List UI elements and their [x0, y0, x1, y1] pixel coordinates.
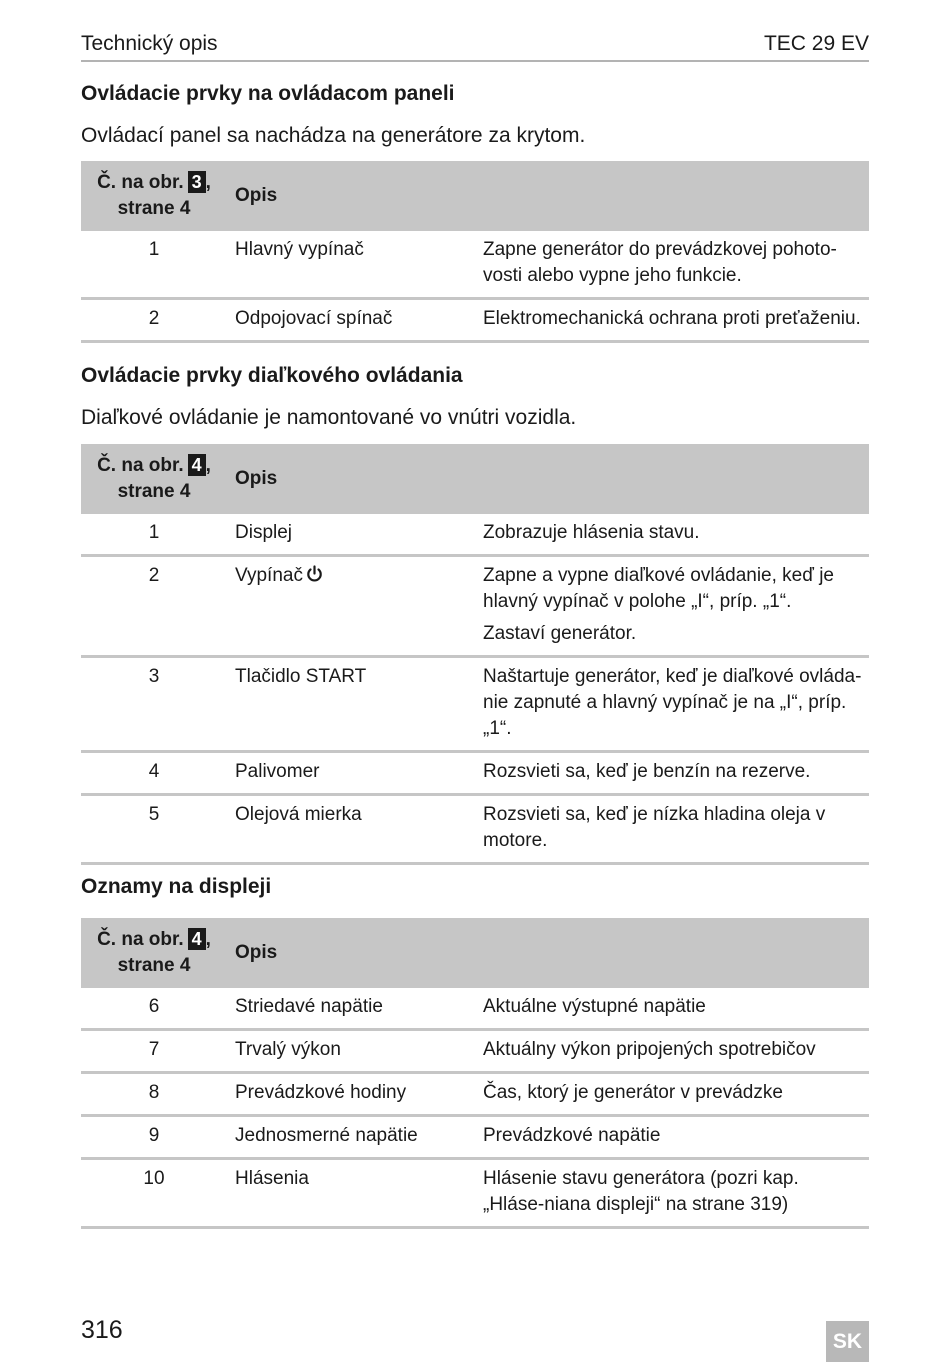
column-header-number-label: Č. na obr. — [97, 929, 184, 950]
table-header-row — [81, 444, 869, 514]
row-description: Zapne a vypne diaľkové ovládanie, keď je hlavný vypínač v polohe „I“, príp. „1“. — [483, 565, 834, 612]
page-header — [81, 30, 869, 62]
column-header-number — [81, 918, 227, 988]
row-number: 7 — [81, 1030, 227, 1073]
display-messages-table — [81, 918, 869, 1229]
column-header-number — [81, 444, 227, 514]
row-name: Tlačidlo START — [227, 657, 475, 752]
column-header-number — [81, 161, 227, 231]
column-header-comma: , — [205, 455, 211, 476]
row-description: Prevádzkové napätie — [475, 1116, 869, 1159]
row-number: 3 — [81, 657, 227, 752]
column-header-opis: Opis — [235, 468, 278, 489]
row-description: Rozsvieti sa, keď je benzín na rezerve. — [475, 752, 869, 795]
row-description: Naštartuje generátor, keď je diaľkové ovláda-nie zapnuté a hlavný vypínač je na „I“, príp. „1“. — [475, 657, 869, 752]
row-description: Hlásenie stavu generátora (pozri kap. „Hláse-niana displeji“ na strane 319) — [475, 1159, 869, 1228]
column-header-opis: Opis — [235, 942, 278, 963]
table-header-row — [81, 161, 869, 231]
remote-control-table — [81, 444, 869, 865]
row-name: Olejová mierka — [227, 795, 475, 864]
column-header-opis: Opis — [235, 185, 278, 206]
row-description: Aktuálny výkon pripojených spotrebičov — [475, 1030, 869, 1073]
row-number: 2 — [81, 556, 227, 657]
table-row — [81, 1159, 869, 1228]
section-title-control-panel: Ovládacie prvky na ovládacom paneli — [81, 82, 455, 105]
row-description-extra: Zastaví generátor. — [483, 623, 637, 644]
column-header-number-label: Č. na obr. — [97, 455, 184, 476]
row-number: 9 — [81, 1116, 227, 1159]
row-number: 6 — [81, 988, 227, 1030]
header-section-label: Technický opis — [81, 32, 218, 55]
row-number: 1 — [81, 514, 227, 556]
row-name: Trvalý výkon — [227, 1030, 475, 1073]
power-icon — [306, 565, 323, 591]
row-description: Elektromechanická ochrana proti preťaženiu. — [475, 299, 869, 342]
section-intro-control-panel: Ovládací panel sa nachádza na generátore za krytom. — [81, 124, 586, 147]
row-description: Čas, ktorý je generátor v prevádzke — [475, 1073, 869, 1116]
table-row — [81, 657, 869, 752]
row-name: Striedavé napätie — [227, 988, 475, 1030]
row-name: Prevádzkové hodiny — [227, 1073, 475, 1116]
table-header-row — [81, 918, 869, 988]
section-intro-remote-control: Diaľkové ovládanie je namontované vo vnútri vozidla. — [81, 406, 577, 429]
section-title-display-messages: Oznamy na displeji — [81, 875, 272, 898]
figure-ref-badge: 3 — [188, 171, 206, 193]
header-model-label: TEC 29 EV — [763, 32, 869, 55]
row-name: Odpojovací spínač — [227, 299, 475, 342]
row-description: Aktuálne výstupné napätie — [475, 988, 869, 1030]
column-header-number-page: strane 4 — [117, 481, 191, 502]
column-header-empty — [475, 161, 869, 231]
row-name-cell — [227, 556, 475, 657]
row-name: Hlavný vypínač — [227, 231, 475, 299]
row-description: Zapne generátor do prevádzkovej pohoto-vosti alebo vypne jeho funkcie. — [475, 231, 869, 299]
table-row — [81, 988, 869, 1030]
table-row — [81, 231, 869, 299]
row-number: 4 — [81, 752, 227, 795]
row-name: Hlásenia — [227, 1159, 475, 1228]
row-description-cell — [475, 556, 869, 657]
row-name: Vypínač — [235, 565, 303, 586]
table-row — [81, 795, 869, 864]
row-number: 8 — [81, 1073, 227, 1116]
figure-ref-badge: 4 — [188, 928, 206, 950]
figure-ref-badge: 4 — [188, 454, 206, 476]
page-number: 316 — [81, 1316, 123, 1344]
row-name: Palivomer — [227, 752, 475, 795]
table-row — [81, 514, 869, 556]
row-name: Displej — [227, 514, 475, 556]
row-number: 10 — [81, 1159, 227, 1228]
row-number: 5 — [81, 795, 227, 864]
column-header-comma: , — [205, 929, 211, 950]
row-number: 2 — [81, 299, 227, 342]
row-number: 1 — [81, 231, 227, 299]
column-header-number-page: strane 4 — [117, 198, 191, 219]
control-panel-table — [81, 161, 869, 343]
table-row — [81, 752, 869, 795]
column-header-number-page: strane 4 — [117, 955, 191, 976]
table-row — [81, 1073, 869, 1116]
column-header-empty — [475, 444, 869, 514]
section-title-remote-control: Ovládacie prvky diaľkového ovládania — [81, 364, 463, 387]
table-row — [81, 556, 869, 657]
table-row — [81, 299, 869, 342]
row-description: Zobrazuje hlásenia stavu. — [475, 514, 869, 556]
table-row — [81, 1030, 869, 1073]
table-row — [81, 1116, 869, 1159]
column-header-number-label: Č. na obr. — [97, 172, 184, 193]
column-header-comma: , — [205, 172, 211, 193]
column-header-empty — [475, 918, 869, 988]
row-name: Jednosmerné napätie — [227, 1116, 475, 1159]
language-badge: SK — [826, 1321, 869, 1362]
row-description: Rozsvieti sa, keď je nízka hladina oleja v motore. — [475, 795, 869, 864]
